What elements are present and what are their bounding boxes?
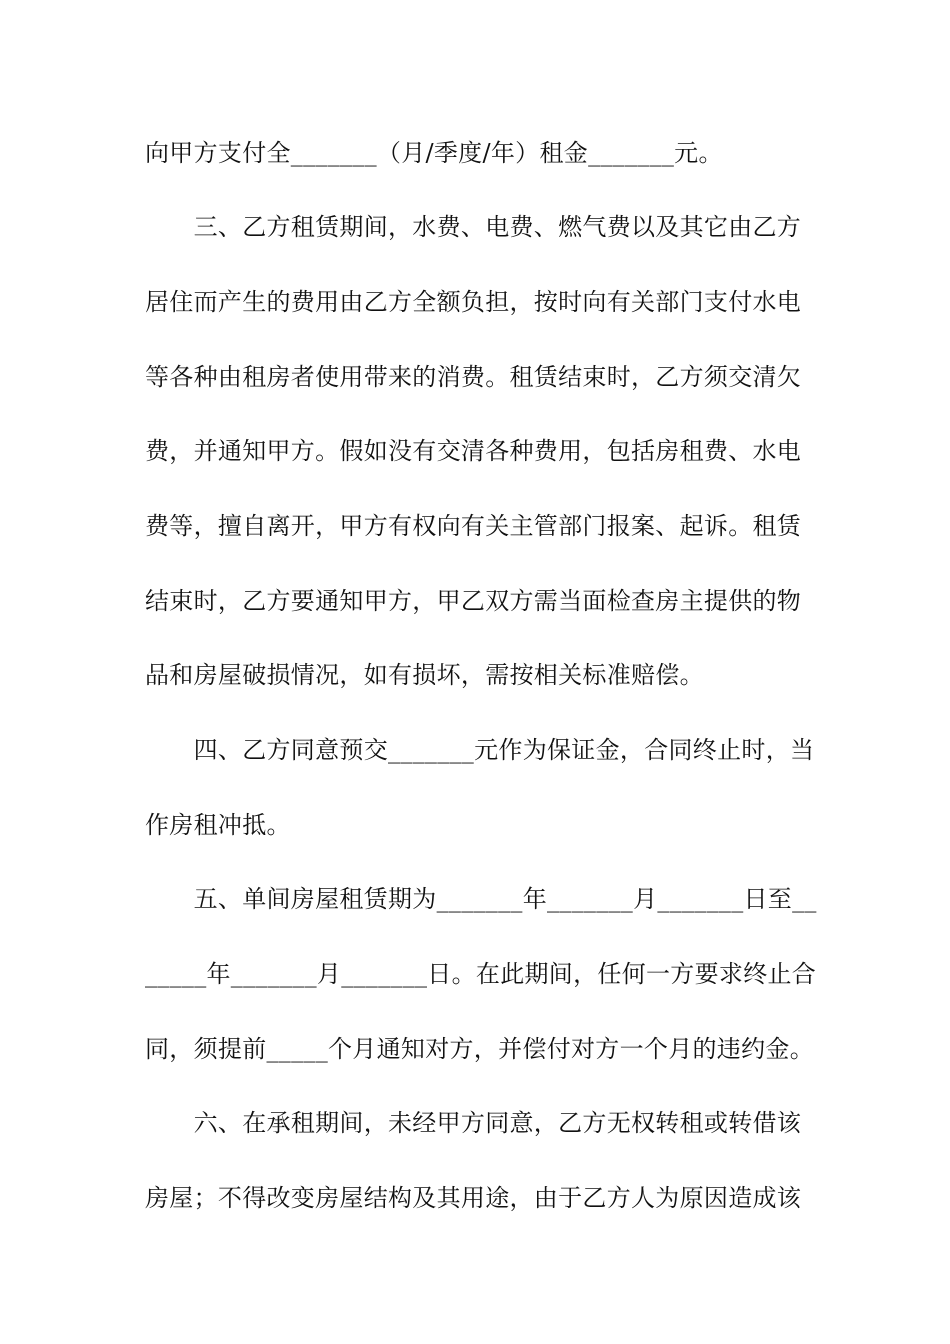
text-line: 品和房屋破损情况，如有损坏，需按相关标准赔偿。 xyxy=(145,661,704,689)
text-line: 居住而产生的费用由乙方全额负担，按时向有关部门支付水电 xyxy=(145,288,802,316)
text-line: 同，须提前_____个月通知对方，并偿付对方一个月的违约金。 xyxy=(145,1035,814,1063)
text-line: 等各种由租房者使用带来的消费。租赁结束时，乙方须交清欠 xyxy=(145,363,802,391)
text-line: 费，并通知甲方。假如没有交清各种费用，包括房租费、水电 xyxy=(145,437,802,465)
text-line: _____年_______月_______日。在此期间，任何一方要求终止合 xyxy=(145,960,817,988)
text-line: 向甲方支付全_______（月/季度/年）租金_______元。 xyxy=(145,139,723,167)
text-line: 费等，擅自离开，甲方有权向有关主管部门报案、起诉。租赁 xyxy=(145,512,802,540)
text-line: 作房租冲抵。 xyxy=(145,811,291,839)
text-line: 六、在承租期间，未经甲方同意，乙方无权转租或转借该 xyxy=(145,1109,802,1137)
text-line: 五、单间房屋租赁期为_______年_______月_______日至__ xyxy=(145,885,817,913)
text-line: 房屋；不得改变房屋结构及其用途，由于乙方人为原因造成该 xyxy=(145,1184,802,1212)
text-line: 结束时，乙方要通知甲方，甲乙双方需当面检查房主提供的物 xyxy=(145,587,802,615)
text-line: 三、乙方租赁期间，水费、电费、燃气费以及其它由乙方 xyxy=(145,213,802,241)
text-line: 四、乙方同意预交_______元作为保证金，合同终止时，当 xyxy=(145,736,815,764)
